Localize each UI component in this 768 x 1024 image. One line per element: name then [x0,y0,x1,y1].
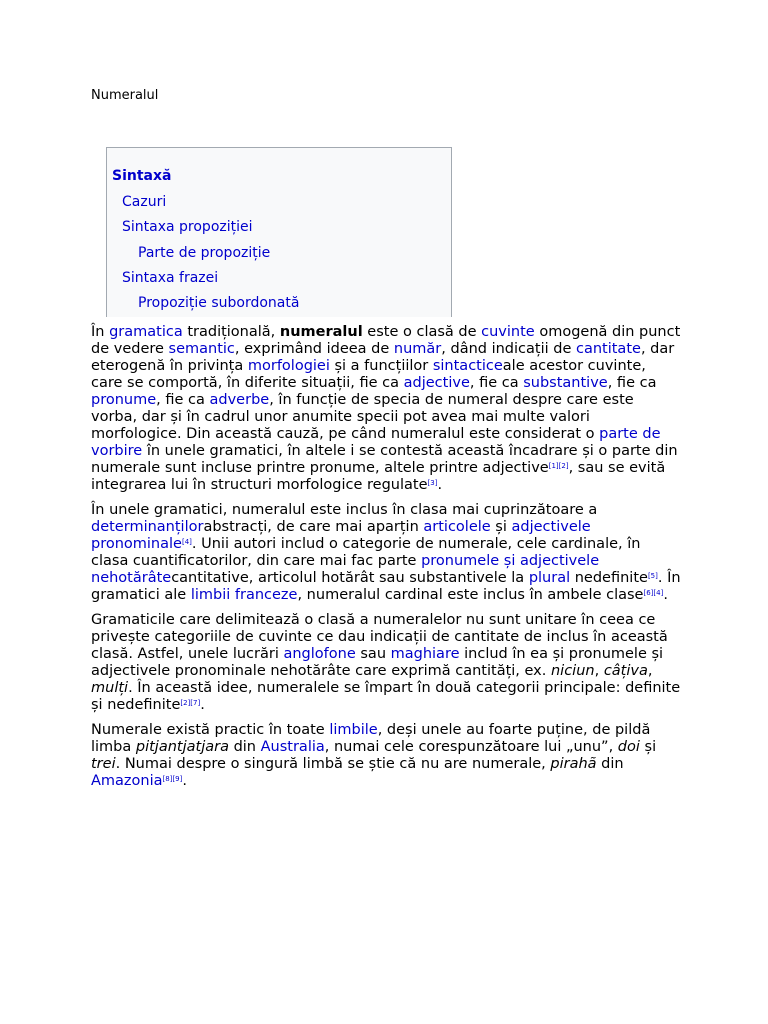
link-anglofone[interactable]: anglofone [283,646,356,662]
link-adjectivele-pronominale[interactable]: adjectivele pronominale [91,519,591,552]
bold-numeralul: numeralul [279,324,363,340]
link-pronume[interactable]: pronume [91,392,157,408]
text-run: este o clasă de [362,324,482,340]
link-determinantilor[interactable]: determinanților [91,519,204,535]
text-run: și a funcțiilor [329,358,433,374]
text-run: . În gramatici ale [91,570,681,603]
text-run: omogenă din punct de vedere [91,324,681,357]
nav-item-propozitie-subordonata[interactable]: Propoziție subordonată [138,295,300,311]
text-run: , numai cele corespunzătoare lui „unu”, [324,739,618,755]
link-parte-de-vorbire[interactable]: parte de vorbire [91,426,661,459]
link-sintactice[interactable]: sintactice [432,358,503,374]
nav-item-parte-de-propozitie[interactable]: Parte de propoziție [138,245,271,261]
text-run: din [596,756,624,772]
text-run: În unele gramatici, numeralul este inclus în clasa mai cuprinzătoare a [91,502,598,518]
link-adverbe[interactable]: adverbe [209,392,270,408]
link-semantic[interactable]: semantic [168,341,235,357]
reference-link[interactable]: [5] [647,572,658,580]
text-run: Gramaticile care delimitează o clasă a numeralelor nu sunt unitare în ceea ce privește categoriile de cuvinte ce dau indicații de cantitate de inclus în această clasă. Astfel, unele lucrări [91,612,668,662]
italic-term: trei [91,756,116,772]
text-run: , dar eterogenă în privința [91,341,675,374]
text-run: Numerale există practic în toate [91,722,330,738]
italic-term: pitjantjatjara [135,739,229,755]
text-run: abstracți, de care mai aparțin [203,519,424,535]
link-pronumele-adjectivele-nehotarate[interactable]: pronumele și adjectivele nehotărâte [91,553,600,586]
paragraph-1 [91,324,681,494]
italic-term: doi [617,739,640,755]
text-run: În [91,324,110,340]
link-adjective[interactable]: adjective [403,375,470,391]
text-run: . Numai despre o singură limbă se știe că nu are numerale, [115,756,551,772]
text-run: . [200,697,205,713]
link-articolele[interactable]: articolele [423,519,491,535]
italic-term: câțiva [603,663,648,679]
text-run: , fie ca [607,375,657,391]
link-gramatica[interactable]: gramatica [109,324,183,340]
italic-term: mulți [91,680,129,696]
reference-link[interactable]: [3] [427,479,438,487]
text-run: , deși unele au foarte puține, de pildă limba [91,722,651,755]
nav-heading-link[interactable]: Sintaxă [112,168,172,184]
text-run: . [437,477,443,493]
link-cuvinte[interactable]: cuvinte [481,324,535,340]
text-run: . Unii autori includ o categorie de numerale, cele cardinale, în clasa cuantificatorilor, din care mai fac parte [91,536,641,569]
link-morfologiei[interactable]: morfologiei [247,358,330,374]
text-run: sau [355,646,391,662]
text-run: cantitative, articolul hotărât sau substantivele la [171,570,529,586]
reference-link[interactable]: [6][4] [643,589,664,597]
italic-term: pirahã [550,756,597,772]
syntax-navbox [106,147,452,317]
link-limbile[interactable]: limbile [329,722,378,738]
text-run: , fie ca [156,392,210,408]
text-run: ale acestor cuvinte, care se comportă, în diferite situații, fie ca [91,358,646,391]
text-run: , [594,663,604,679]
text-run: nedefinite [570,570,648,586]
link-amazonia[interactable]: Amazonia [91,773,163,789]
link-maghiare[interactable]: maghiare [390,646,460,662]
reference-link[interactable]: [1][2] [548,462,569,470]
article-body [91,324,681,798]
text-run: , dând indicații de [441,341,576,357]
link-plural[interactable]: plural [528,570,571,586]
text-run: , numeralul cardinal este inclus în ambele clase [297,587,644,603]
text-run: . [182,773,187,789]
text-run: și [490,519,512,535]
nav-item-sintaxa-propozitiei[interactable]: Sintaxa propoziției [122,219,253,235]
text-run: , fie ca [469,375,524,391]
reference-link[interactable]: [2][7] [180,699,201,707]
link-australia[interactable]: Australia [260,739,325,755]
link-numar[interactable]: număr [393,341,442,357]
text-run: , sau se evită integrarea lui în structuri morfologice regulate [91,460,666,493]
text-run: includ în ea și pronumele și adjectivele pronominale nehotărâte care exprimă cantități, ex. [91,646,664,679]
nav-item-cazuri[interactable]: Cazuri [122,194,167,210]
reference-link[interactable]: [8][9] [162,775,183,783]
document-title: Numeralul [91,88,159,103]
nav-item-sintaxa-frazei[interactable]: Sintaxa frazei [122,270,219,286]
text-run: . [663,587,668,603]
text-run: în unele gramatici, în altele i se contestă această încadrare și o parte din numerale sunt incluse printre pronume, altele printre adjective [91,443,678,476]
text-run: din [228,739,261,755]
link-substantive[interactable]: substantive [523,375,608,391]
text-run: și [639,739,657,755]
paragraph-2 [91,502,681,604]
text-run: , exprimând ideea de [234,341,394,357]
paragraph-4 [91,722,681,790]
text-run: , [647,663,653,679]
italic-term: niciun [550,663,595,679]
link-limbii-franceze[interactable]: limbii franceze [190,587,298,603]
text-run: , în funcție de specia de numeral despre care este vorba, dar și în cadrul unor anumite specii pot avea mai multe valori morfologice. Din această cauză, pe când numeralul este considerat o [91,392,634,442]
text-run: tradițională, [182,324,280,340]
link-cantitate[interactable]: cantitate [575,341,641,357]
reference-link[interactable]: [4] [181,538,192,546]
paragraph-3 [91,612,681,714]
text-run: . În această idee, numeralele se împart în două categorii principale: definite și nedefinite [91,680,681,713]
